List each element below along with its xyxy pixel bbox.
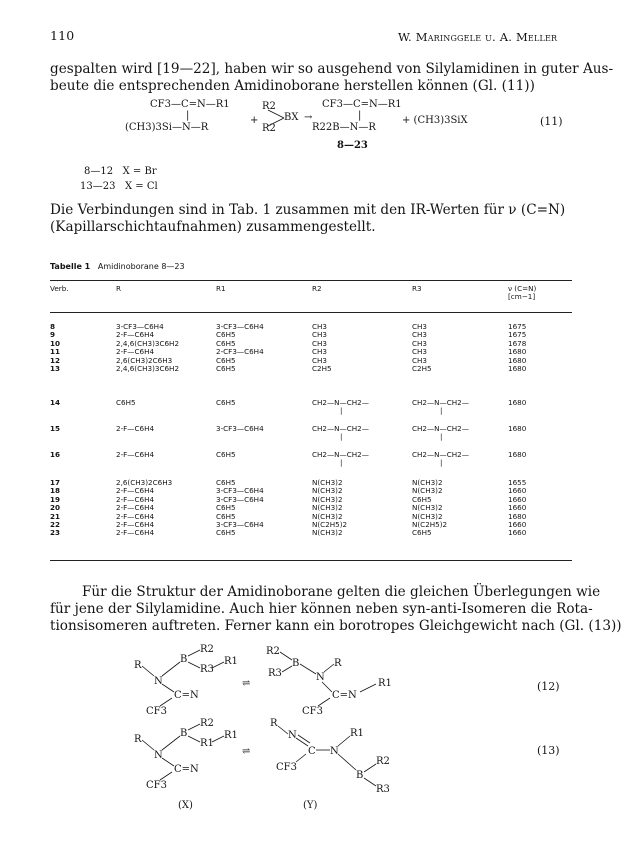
eq11-compound-range: 8—23 — [337, 140, 368, 151]
eq13-number: (13) — [537, 744, 560, 757]
eq12-left-r: R — [134, 660, 142, 671]
table-row-16: 16 2-F—C6H4 C6H5 CH2—N—CH2— CH2—N—CH2— 1680 | | — [50, 450, 527, 468]
paragraph-2-line-2: (Kapillarschichtaufnahmen) zusammengestellt. — [50, 219, 376, 235]
table-row: 23 2-F—C6H4 C6H5 N(CH3)2 C6H5 1660 — [50, 528, 527, 538]
eq13-right-cf3: CF3 — [276, 762, 297, 773]
eq12-left-b: B — [180, 654, 188, 665]
eq11-r2-bottom: R2 — [262, 123, 276, 134]
table-caption — [50, 262, 185, 271]
eq13-right-b: B — [356, 770, 364, 781]
eq11-bottom-right: R22B—N—R — [312, 122, 376, 133]
eq11-r2-top: R2 — [262, 101, 276, 112]
paragraph-2-line-1: Die Verbindungen sind in Tab. 1 zusammen mit den IR-Werten für ν (C=N) — [50, 202, 566, 218]
legend-row-1: 8—12 X = Br — [84, 166, 157, 177]
eq13-left-r: R — [134, 734, 142, 745]
eq11-byproduct: + (CH3)3SiX — [402, 115, 468, 126]
eq12-right-n: N — [316, 672, 325, 683]
table-top-rule — [50, 280, 572, 281]
table-row: 12 2,6(CH3)2C6H3 C6H5 CH3 CH3 1680 — [50, 355, 527, 365]
eq12-left-cf3: CF3 — [146, 706, 167, 717]
eq12-right-r1: R1 — [378, 678, 392, 689]
eq12-left-cn: C=N — [174, 690, 199, 701]
col-header-r1: R1 — [216, 284, 226, 293]
eq12-right-cf3: CF3 — [302, 706, 323, 717]
eq12-right-r2: R2 — [266, 646, 280, 657]
eq11-bond-right: | — [358, 110, 362, 121]
eq12-structures — [120, 640, 520, 718]
eq13-left-b: B — [180, 728, 188, 739]
eq13-label-x: (X) — [178, 800, 193, 811]
eq12-right-r: R — [334, 658, 342, 669]
paragraph-3-line-3: tionsisomeren auftreten. Ferner kann ein borotropes Gleichgewicht nach (Gl. (13)) — [50, 618, 622, 634]
running-header-authors: W. Maringgele u. A. Meller — [398, 30, 558, 44]
paragraph-3-line-1: Für die Struktur der Amidinoborane gelten die gleichen Überlegungen wie — [82, 584, 601, 600]
col-header-nu: ν (C=N) — [508, 284, 537, 293]
eq12-right-b: B — [292, 658, 300, 669]
table-row: 19 2-F—C6H4 3-CF3—C6H4 N(CH3)2 C6H5 1660 — [50, 494, 527, 504]
eq13-equilibrium: ⇌ — [242, 746, 251, 757]
eq13-left-cn: C=N — [174, 764, 199, 775]
eq13-right-n2: N — [330, 746, 339, 757]
paragraph-3-line-2: für jene der Silylamidine. Auch hier können neben syn-anti-Isomeren die Rota- — [50, 601, 593, 617]
eq11-top-left: CF3—C=N—R1 — [150, 99, 230, 110]
eq13-left-n: N — [154, 750, 163, 761]
col-header-unit: [cm−1] — [508, 292, 536, 302]
eq13-right-n: N — [288, 730, 297, 741]
table-row: 21 2-F—C6H4 C6H5 N(CH3)2 N(CH3)2 1680 — [50, 511, 527, 521]
eq13-left-r1-ext: R1 — [224, 730, 238, 741]
eq11-arrow: → — [304, 112, 313, 123]
eq11-bx: BX — [284, 112, 299, 123]
table-row: 9 2-F—C6H4 C6H5 CH3 CH3 1675 — [50, 330, 527, 340]
table-row: 20 2-F—C6H4 C6H5 N(CH3)2 N(CH3)2 1660 — [50, 503, 527, 513]
table-header-rule — [50, 312, 572, 313]
eq12-left-r1: R1 — [224, 656, 238, 667]
eq13-structures — [120, 714, 520, 798]
eq13-right-r: R — [270, 718, 278, 729]
table-row-14: 14 C6H5 C6H5 CH2—N—CH2— CH2—N—CH2— 1680 | | — [50, 398, 527, 416]
table-row: 10 2,4,6(CH3)3C6H2 C6H5 CH3 CH3 1678 — [50, 338, 527, 348]
eq11-top-right: CF3—C=N—R1 — [322, 99, 402, 110]
table-bottom-rule — [50, 560, 572, 561]
page-number: 110 — [50, 28, 75, 43]
table-caption-label: Tabelle 1 — [50, 262, 91, 271]
col-header-r: R — [116, 284, 121, 293]
eq11-plus-1: + — [250, 115, 259, 126]
eq12-left-r3: R3 — [200, 664, 214, 675]
table-header — [50, 285, 572, 302]
eq11-bottom-left: (CH3)3Si—N—R — [125, 122, 209, 133]
col-header-verb: Verb. — [50, 284, 69, 293]
eq13-left-r1: R1 — [200, 738, 214, 749]
table-body-group-3 — [50, 479, 572, 538]
paragraph-1-line-1: gespalten wird [19—22], haben wir so ausgehend von Silylamidinen in guter Aus- — [50, 61, 614, 77]
table-row: 22 2-F—C6H4 3-CF3—C6H4 N(C2H5)2 N(C2H5)2 1660 — [50, 520, 527, 530]
eq13-right-r3: R3 — [376, 784, 390, 795]
eq12-left-r2: R2 — [200, 644, 214, 655]
legend-row-2: 13—23 X = Cl — [80, 181, 158, 192]
eq12-right-cn: C=N — [332, 690, 357, 701]
table-caption-text: Amidinoborane 8—23 — [97, 262, 185, 271]
eq13-right-c: C — [308, 746, 316, 757]
eq12-number: (12) — [537, 680, 560, 693]
eq13-label-y: (Y) — [303, 800, 318, 811]
eq13-right-r2: R2 — [376, 756, 390, 767]
eq13-left-cf3: CF3 — [146, 780, 167, 791]
col-header-r3: R3 — [412, 284, 422, 293]
paragraph-1-line-2: beute die entsprechenden Amidinoborane herstellen können (Gl. (11)) — [50, 78, 535, 94]
eq13-left-r2: R2 — [200, 718, 214, 729]
eq13-right-r1: R1 — [350, 728, 364, 739]
table-row: 17 2,6(CH3)2C6H3 C6H5 N(CH3)2 N(CH3)2 1655 — [50, 478, 527, 487]
eq11-number: (11) — [540, 115, 563, 128]
table-row-15: 15 2-F—C6H4 3-CF3—C6H4 CH2—N—CH2— CH2—N—CH2— 1680 | | — [50, 424, 527, 442]
table-body-group-1 — [50, 323, 572, 373]
table-row: 11 2-F—C6H4 2-CF3—C6H4 CH3 CH3 1680 — [50, 347, 527, 357]
table-row: 18 2-F—C6H4 3-CF3—C6H4 N(CH3)2 N(CH3)2 1660 — [50, 486, 527, 496]
table-row: 13 2,4,6(CH3)3C6H2 C6H5 C2H5 C2H5 1680 — [50, 364, 527, 374]
eq12-equilibrium: ⇌ — [242, 678, 251, 689]
eq11-bond-left: | — [186, 110, 190, 121]
col-header-r2: R2 — [312, 284, 322, 293]
eq12-left-n: N — [154, 676, 163, 687]
table-row: 8 3-CF3—C6H4 3-CF3—C6H4 CH3 CH3 1675 — [50, 322, 527, 331]
eq12-right-r3: R3 — [268, 668, 282, 679]
